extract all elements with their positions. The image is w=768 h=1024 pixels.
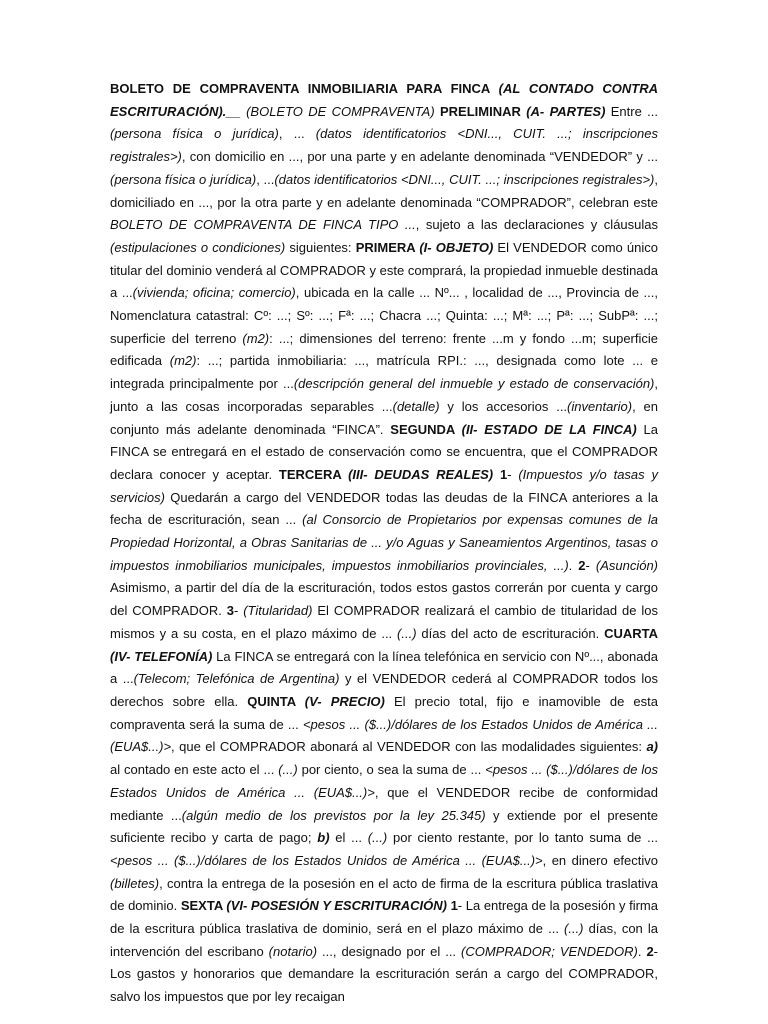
text-run: BOLETO DE COMPRAVENTA INMOBILIARIA PARA FINCA — [110, 81, 499, 96]
text-run: a) — [646, 739, 658, 755]
text-run: (m2) — [169, 353, 197, 369]
text-run: (Telecom; Telefónica de Argentina) — [133, 671, 340, 687]
text-run: SEGUNDA — [390, 421, 462, 437]
text-run: (I- OBJETO) — [419, 239, 494, 255]
text-run: (notario) — [268, 943, 318, 959]
text-run: , junto a las cosas incorporadas separables ... — [110, 376, 658, 414]
text-run: , con domicilio en ..., por una parte y en adelante denominada “VENDEDOR” y ... — [181, 149, 658, 165]
text-run: (...) — [564, 921, 584, 937]
text-run: PRIMERA — [355, 239, 420, 255]
text-run: días, con la intervención del escribano — [110, 921, 658, 959]
text-run: - Los gastos y honorarios que demandare la escrituración serán a cargo del COMPRADOR, salvo los impuestos que por ley recaigan — [110, 943, 659, 1005]
text-run: ..., designado por el ... — [317, 943, 461, 959]
text-run: CUARTA — [604, 625, 658, 641]
text-run: : ...; dimensiones del terreno: frente ...m y fondo ...m; superficie edificada — [110, 330, 658, 369]
text-run: (persona física o jurídica) — [110, 171, 257, 187]
text-run: (Titularidad) — [243, 603, 313, 619]
text-run: 2 — [578, 557, 586, 573]
text-run: , ... — [256, 171, 275, 187]
text-run: al contado en este acto el ... — [110, 762, 279, 778]
text-run: y los accesorios ... — [439, 398, 568, 414]
contract-body-text — [110, 78, 658, 1009]
text-run: , en dinero efectivo — [542, 852, 658, 868]
text-run: <pesos ... ($...)/dólares de los Estados Unidos de América ... (EUA$...)> — [110, 762, 658, 800]
text-run: (II- ESTADO DE LA FINCA) — [461, 421, 637, 437]
text-run: , que el VENDEDOR recibe de conformidad mediante ... — [110, 784, 658, 823]
text-run: , que el COMPRADOR abonará al VENDEDOR con las modalidades siguientes: — [171, 739, 647, 755]
text-run: (V- PRECIO) — [304, 693, 385, 709]
text-run: - — [507, 466, 519, 482]
text-run: , contra la entrega de la posesión en el acto de firma de la escritura pública traslativa de dominio. — [110, 875, 658, 914]
text-run: PRELIMINAR — [439, 103, 527, 119]
text-run: . — [637, 943, 647, 959]
text-run: , sujeto a las declaraciones y cláusulas — [415, 217, 659, 233]
text-run: (persona física o jurídica) — [110, 126, 279, 142]
text-run: (AL CONTADO CONTRA ESCRITURACIÓN).__ — [110, 81, 658, 119]
text-run: Asimismo, a partir del día de la escrituración, todos estos gastos correrán por cuenta y cargo del COMPRADOR. — [110, 580, 658, 619]
text-run: 3 — [226, 603, 234, 619]
document-page — [110, 78, 658, 1009]
text-run: 1 — [499, 466, 508, 482]
text-run: por ciento, o sea la suma de ... — [297, 762, 486, 778]
text-run: y extiende por el presente suficiente recibo y carta de pago; — [110, 807, 658, 846]
text-run: (billetes) — [110, 875, 160, 891]
text-run: (IV- TELEFONÍA) — [110, 648, 213, 664]
text-run: (al Consorcio de Propietarios por expensas comunes de la Propiedad Horizontal, a Obras Sanitarias de ... y/o Aguas y Saneamientos Argentinos, tasas o impuestos inmobiliarios municipales, impuestos inmobiliarios provinciales, ...) — [110, 512, 659, 573]
text-run: : ...; partida inmobiliaria: ..., matrícula RPI.: ..., designada como lote ... e integrada principalmente por ... — [110, 353, 658, 392]
text-run: (datos identificatorios <DNI..., CUIT. ...; inscripciones registrales>) — [274, 171, 655, 187]
text-run: , en conjunto más adelante denominada “FINCA”. — [110, 398, 658, 437]
text-run: El VENDEDOR como único titular del dominio venderá al COMPRADOR y este comprará, la propiedad inmueble destinada a ... — [110, 239, 658, 301]
text-run: La FINCA se entregará en el estado de conservación como se encuentra, que el COMPRADOR declara conocer y aceptar. — [110, 421, 659, 482]
text-run: y el VENDEDOR cederá al COMPRADOR todos los derechos sobre ella. — [110, 671, 658, 709]
text-run: SEXTA — [180, 898, 227, 914]
text-run: , ... — [278, 126, 316, 142]
text-run: (descripción general del inmueble y estado de conservación) — [293, 376, 655, 392]
text-run: por ciento restante, por lo tanto suma de ... — [387, 830, 658, 846]
text-run: (...) — [367, 830, 388, 846]
text-run: siguientes: — [285, 239, 356, 255]
text-run: 1 — [450, 898, 458, 914]
text-run: b) — [317, 830, 330, 846]
text-run: (VI- POSESIÓN Y ESCRITURACIÓN) — [226, 898, 447, 914]
text-run: - La entrega de la posesión y firma de la escritura pública traslativa de dominio, será en el plazo máximo de ... — [110, 898, 658, 937]
text-run: <pesos ... ($...)/dólares de los Estados Unidos de América ... (EUA$...)> — [110, 716, 659, 755]
text-run: BOLETO DE COMPRAVENTA DE FINCA TIPO ... — [110, 217, 416, 233]
text-run: (...) — [397, 625, 417, 641]
text-run: (BOLETO DE COMPRAVENTA) — [246, 103, 435, 119]
text-run: (Impuestos y/o tasas y servicios) — [110, 466, 658, 505]
text-run: (m2) — [242, 330, 270, 346]
text-run: días del acto de escrituración. — [416, 625, 605, 641]
text-run: (III- DEUDAS REALES) — [348, 466, 494, 482]
text-run: TERCERA — [278, 466, 349, 482]
text-run: (inventario) — [567, 398, 633, 414]
text-run: (algún medio de los previstos por la ley 25.345) — [181, 807, 486, 823]
text-run: 2 — [646, 943, 654, 959]
text-run: - — [233, 603, 244, 619]
text-run: (vivienda; oficina; comercio) — [132, 285, 296, 301]
text-run: , ubicada en la calle ... Nº... , localidad de ..., Provincia de ..., Nomenclatura catastral: Cº: ...; Sº: ...; Fª: ...; Chacra ...; Quinta: ...; Mª: ...; Pª: ...; SubPª: ...; superficie del terreno — [110, 285, 658, 346]
text-run: . — [568, 557, 579, 573]
text-run: <pesos ... ($...)/dólares de los Estados Unidos de América ... (EUA$...)> — [110, 852, 543, 868]
text-run: el ... — [329, 830, 368, 846]
text-run: (COMPRADOR; VENDEDOR) — [461, 943, 638, 959]
text-run: (...) — [278, 762, 298, 778]
text-run: (estipulaciones o condiciones) — [110, 239, 286, 255]
text-run: (A- PARTES) — [526, 103, 606, 119]
text-run: Entre ... — [605, 103, 658, 119]
text-run: (Asunción) — [595, 557, 658, 573]
text-run: , domiciliado en ..., por la otra parte y en adelante denominada “COMPRADOR”, celebran este — [110, 171, 658, 210]
text-run: La FINCA se entregará con la línea telefónica en servicio con Nº..., abonada a ... — [110, 648, 658, 687]
text-run: (detalle) — [392, 398, 440, 414]
text-run — [493, 467, 500, 482]
text-run: Quedarán a cargo del VENDEDOR todas las deudas de la FINCA anteriores a la fecha de escrituración, sean ... — [110, 489, 658, 528]
text-run: El precio total, fijo e inamovible de esta compraventa será la suma de ... — [110, 693, 659, 732]
text-run: QUINTA — [247, 693, 305, 709]
text-run: - — [585, 557, 596, 573]
text-run: El COMPRADOR realizará el cambio de titularidad de los mismos y a su costa, en el plazo máximo de ... — [110, 603, 658, 641]
text-run: (datos identificatorios <DNI..., CUIT. ...; inscripciones registrales>) — [110, 126, 659, 165]
